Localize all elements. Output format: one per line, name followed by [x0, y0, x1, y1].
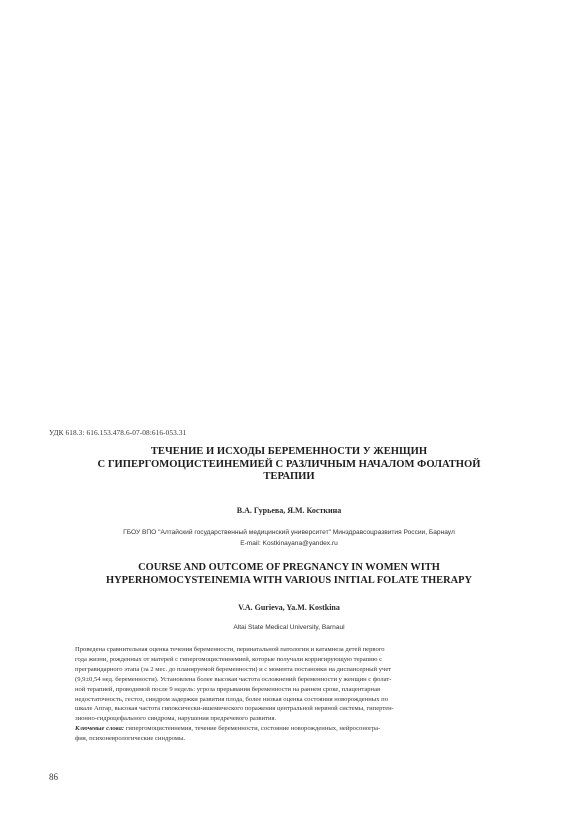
keywords-label: Ключевые слова:: [75, 725, 125, 733]
affiliation-ru-line: ГБОУ ВПО "Алтайский государственный медицинский университет" Минздравсоцразвития России, Барнаул: [123, 529, 455, 536]
udc-code: УДК 618.3: 616.153.478.6-07-08:616-053.31: [49, 428, 187, 437]
keywords-line: фия, психоневрологические синдромы.: [75, 735, 186, 743]
page-number: 86: [49, 772, 58, 782]
abstract-line: (9,9±0,54 нед. беременности). Установлена более высокая частота осложнений беременности у женщин с фолат-: [75, 675, 392, 683]
abstract-line: прегравидарного этапа (за 2 мес. до планируемой беременности) и с момента постановки на диспансерный учет: [75, 665, 392, 673]
abstract-line: Проведена сравнительная оценка течения беременности, перинатальной патологии и катамнеза детей первого: [75, 646, 385, 653]
article-title-en: [49, 561, 529, 587]
authors-en: V.A. Gurieva, Ya.M. Kostkina: [238, 603, 340, 612]
title-en-line: HYPERHOMOCYSTEINEMIA WITH VARIOUS INITIAL FOLATE THERAPY: [106, 575, 472, 587]
abstract: [75, 645, 503, 744]
article-title-ru: [49, 446, 529, 484]
title-en-line: COURSE AND OUTCOME OF PREGNANCY IN WOMEN WITH: [138, 562, 440, 573]
keywords-line: [75, 724, 503, 734]
keywords-text: гипергомоцистеинемия, течение беременности, состояние новорожденных, нейросоногра-: [124, 725, 381, 733]
abstract-line: ной терапией, проводимой после 9 недель: угроза прерывания беременности на раннем сроке, плацентарная: [75, 685, 381, 693]
title-ru-line: С ГИПЕРГОМОЦИСТЕИНЕМИЕЙ С РАЗЛИЧНЫМ НАЧАЛОМ ФОЛАТНОЙ: [97, 458, 481, 470]
abstract-line: недостаточность, гестоз, синдром задержки развития плода, более низкая оценка состояния новорожденных по: [75, 695, 388, 703]
affiliation-en: Altai State Medical University, Barnaul: [233, 624, 345, 631]
title-ru-line: ТЕРАПИИ: [263, 471, 315, 483]
authors-ru: В.А. Гурьева, Я.М. Косткина: [236, 506, 342, 515]
affiliation-ru: [49, 528, 529, 549]
abstract-line: шкале Апгар, высокая частота гипоксически-ишемического поражения центральной нервной системы, гипертен-: [75, 705, 394, 713]
abstract-line: года жизни, рожденных от матерей с гипергомоцистеинемией, которые получали корригирующую терапию с: [75, 655, 383, 663]
email-line: E-mail: Kostkinayana@yandex.ru: [240, 539, 338, 547]
title-ru-line: ТЕЧЕНИЕ И ИСХОДЫ БЕРЕМЕННОСТИ У ЖЕНЩИН: [150, 446, 428, 457]
abstract-line: зионно-гидроцефального синдрома, нарушения предречевого развития.: [75, 715, 277, 723]
